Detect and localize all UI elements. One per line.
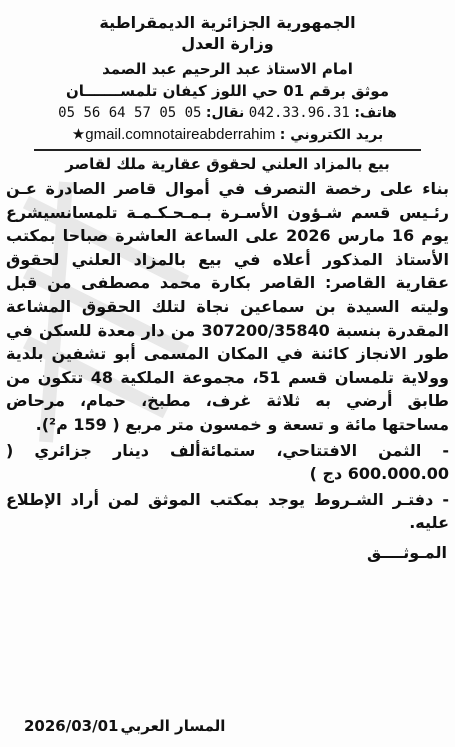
legal-notice [6,12,449,741]
email-address: ★gmail.comnotaireabderrahim [71,126,276,143]
email-label: بريد الكتروني : [279,127,384,143]
phone-line [6,102,449,124]
mobile-number: 05 56 64 57 05 05 [58,105,202,121]
notary-signature: المـوثــــق [366,542,447,562]
ministry-heading: وزارة العدل [181,34,274,53]
divider [34,149,421,151]
notice-subject: بيع بالمزاد العلني لحقوق عقارية ملك لقاصر [65,155,390,173]
opening-price-item: - الثمن الافتتاحي، ستمائةألف دينار جزائري ( 600.000.00 دج ) [6,440,449,484]
mobile-label: نقال: [205,105,245,121]
phone-number: 042.33.96.31 [248,105,350,121]
conditions-item: - دفتـر الشـروط يوجد بمكتب الموثق لمن أراد الإطلاع عليه. [6,489,449,533]
publication-footer [24,717,225,735]
newspaper-name: المسار العربي [120,717,226,735]
notary-office: موثق برقم 01 حي اللوز كيفان تلمســـــــان [65,82,389,100]
email-line [6,124,449,146]
notary-name: امام الاستاذ عبد الرحيم عبد الصمد [102,60,353,78]
notice-body: بناء على رخصة التصرف في أموال قاصر الصادرة عـن رئـيس قسم شـؤون الأسـرة بـمـحـكـمـة تلمسانسيشرع يوم 16 مارس 2026 على الساعة العاشرة صباحا بمكتب الأستاذ المذكور أعلاه في بيع بالمزاد العلني لحقوق عقارية القاصر: القاصر بكارة محمد مصطفى من قبل وليته السيدة بن سماعين نجاة لتلك الحقوق المشاعة المقدرة بنسبة 307200/35840 من دار معدة للسكن في طور الانجاز كائنة في المكان المسمى أبو تشفين بلدية وولاية تلمسان قسم 51، مجموعة الملكية 48 تتكون من طابق أرضي به ثلاثة غرف، مطبخ، حمام، مرحاض مساحتها مائة و تسعة و خمسون متر مربع ( 159 م²). [6,179,450,434]
publication-date: 2026/03/01 [24,717,119,735]
republic-heading: الجمهورية الجزائرية الديمقراطية [99,13,356,32]
phone-label: هاتف: [354,105,397,121]
